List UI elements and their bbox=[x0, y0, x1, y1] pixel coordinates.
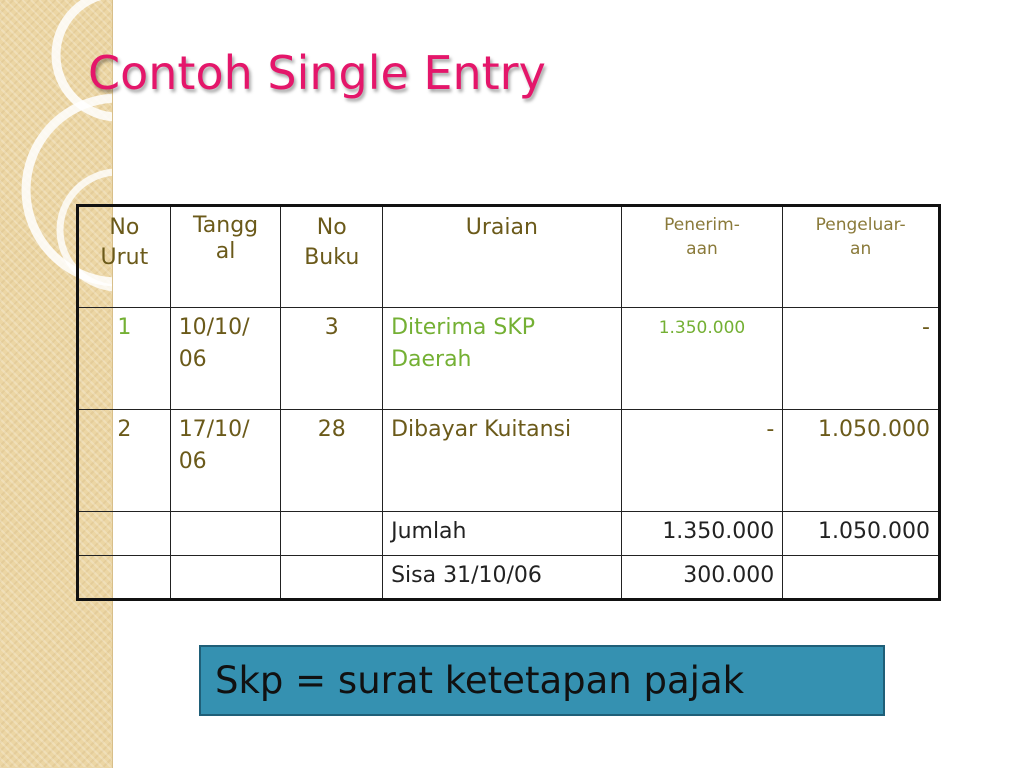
header-tanggal-line1: Tangg bbox=[192, 213, 259, 238]
table-header-row bbox=[78, 206, 940, 308]
cell-pengeluaran: 1.050.000 bbox=[783, 410, 940, 512]
table-row bbox=[78, 410, 940, 512]
header-penerimaan-line2: aan bbox=[686, 239, 718, 259]
cell-sisa-label: Sisa 31/10/06 bbox=[383, 556, 622, 600]
table-row bbox=[78, 308, 940, 410]
cell-tanggal-line2: 06 bbox=[178, 449, 207, 474]
header-no-buku-line1: No bbox=[316, 215, 347, 240]
cell-uraian-line1: Diterima SKP bbox=[391, 315, 536, 340]
cell-uraian: Dibayar Kuitansi bbox=[383, 410, 622, 512]
cell-sisa-pengeluaran bbox=[783, 556, 940, 600]
cell-sisa-penerimaan: 300.000 bbox=[621, 556, 783, 600]
header-tanggal bbox=[170, 206, 281, 308]
header-no-urut-line2: Urut bbox=[100, 245, 149, 270]
cell-tanggal-line2: 06 bbox=[178, 347, 207, 372]
cell-total-label: Jumlah bbox=[383, 512, 622, 556]
cell-tanggal-line1: 10/10/ bbox=[178, 315, 250, 340]
cell-empty bbox=[78, 512, 171, 556]
cell-penerimaan: 1.350.000 bbox=[621, 308, 783, 410]
header-no-urut-line1: No bbox=[109, 215, 140, 240]
header-pengeluaran-line2: an bbox=[850, 239, 872, 259]
cell-total-penerimaan: 1.350.000 bbox=[621, 512, 783, 556]
header-pengeluaran-line1: Pengeluar- bbox=[815, 215, 906, 235]
cell-no: 2 bbox=[78, 410, 171, 512]
cell-buku: 3 bbox=[281, 308, 383, 410]
header-no-buku bbox=[281, 206, 383, 308]
header-uraian-text: Uraian bbox=[465, 215, 538, 240]
header-uraian bbox=[383, 206, 622, 308]
cell-empty bbox=[281, 556, 383, 600]
definition-note-box: Skp = surat ketetapan pajak bbox=[199, 645, 885, 716]
header-no-buku-line2: Buku bbox=[304, 245, 360, 270]
table-row-total bbox=[78, 512, 940, 556]
cell-pengeluaran: - bbox=[783, 308, 940, 410]
ledger-table bbox=[76, 204, 941, 601]
cell-no: 1 bbox=[78, 308, 171, 410]
table-row-sisa bbox=[78, 556, 940, 600]
header-tanggal-line2: al bbox=[215, 239, 236, 264]
cell-uraian bbox=[383, 308, 622, 410]
header-penerimaan bbox=[621, 206, 783, 308]
cell-empty bbox=[170, 556, 281, 600]
cell-uraian-line2: Daerah bbox=[391, 347, 472, 372]
header-penerimaan-line1: Penerim- bbox=[664, 215, 740, 235]
cell-buku: 28 bbox=[281, 410, 383, 512]
cell-tanggal bbox=[170, 410, 281, 512]
cell-total-pengeluaran: 1.050.000 bbox=[783, 512, 940, 556]
cell-tanggal bbox=[170, 308, 281, 410]
cell-tanggal-line1: 17/10/ bbox=[178, 417, 250, 442]
header-no-urut bbox=[78, 206, 171, 308]
cell-penerimaan: - bbox=[621, 410, 783, 512]
cell-empty bbox=[78, 556, 171, 600]
slide-title: Contoh Single Entry bbox=[88, 46, 546, 100]
cell-empty bbox=[281, 512, 383, 556]
cell-empty bbox=[170, 512, 281, 556]
header-pengeluaran bbox=[783, 206, 940, 308]
